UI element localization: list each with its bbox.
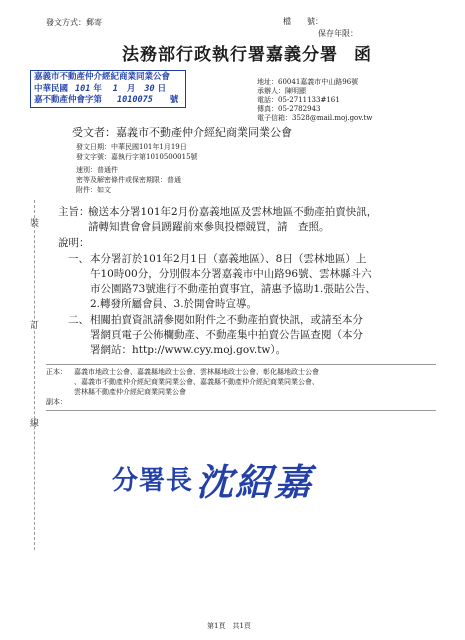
received-stamp — [30, 70, 186, 108]
issue-number: 發文字號：嘉執行字第1010500015號 — [76, 153, 198, 161]
item1-line-3: 市公園路73號進行不動產拍賣事宜，請惠予協助1.張貼公告、 — [90, 283, 376, 295]
stamp-number: 1010075 — [116, 95, 153, 105]
stamp-month-unit: 月 — [126, 84, 136, 94]
cc-bottom-rule — [46, 410, 436, 411]
issue-date: 發文日期：中華民國101年1月19日 — [76, 143, 187, 151]
explanation-label: 說明： — [58, 237, 90, 249]
sender-email: 電子信箱：3528@mail.moj.gov.tw — [257, 114, 373, 122]
cc-primary-line-2: 、嘉義市不動產仲介經紀商業同業公會、嘉義縣不動產仲介經紀商業同業公會、 — [74, 378, 319, 386]
item1-line-2: 午10時00分，分別假本分署嘉義市中山路96號、雲林縣斗六 — [90, 268, 372, 280]
cc-primary-line-3: 雲林縣不動產仲介經紀商業同業公會 — [74, 388, 186, 396]
sender-fax: 傳真：05-2782943 — [257, 105, 321, 113]
stamp-day-unit: 日 — [157, 84, 167, 94]
speed-class: 速別：普通件 — [76, 166, 118, 174]
item2-line-1: 相關拍賣資訊請參閱如附件之不動產拍賣快訊，或請至本分 — [90, 314, 363, 326]
margin-label-line: 線 — [30, 419, 40, 429]
item1-line-1: 本分署訂於101年2月1日（嘉義地區）、8日（雲林地區）上 — [90, 253, 367, 265]
signature-stamp — [112, 452, 332, 504]
stamp-line-3 — [34, 95, 178, 106]
stamp-year-unit: 年 — [93, 84, 102, 94]
document-title — [122, 40, 372, 65]
title-doc-type: 函 — [354, 45, 372, 65]
cc-primary-line-1: 嘉義市地政士公會、嘉義縣地政士公會、雲林縣地政士公會、彰化縣地政士公會 — [74, 368, 319, 376]
cc-primary-label: 正本： — [46, 368, 67, 376]
title-org: 法務部行政執行署嘉義分署 — [122, 45, 338, 65]
stamp-number-suffix: 號 — [169, 95, 179, 105]
send-method: 發文方式：郵寄 — [46, 18, 102, 27]
stamp-year: 101 — [74, 84, 91, 94]
stamp-month: 1 — [112, 84, 118, 94]
subject-line-1: 檢送本分署101年2月份嘉義地區及雲林地區不動產拍賣快訊， — [88, 206, 378, 218]
item1-number: 一、 — [68, 253, 89, 265]
stamp-line-1: 嘉義市不動產仲介經紀商業同業公會 — [34, 72, 171, 82]
signature-title: 分署長 — [112, 466, 194, 496]
stamp-line-2 — [34, 84, 166, 95]
sender-phone: 電話：05-2711133#161 — [257, 96, 340, 104]
item2-line-3: 署網站：http://www.cyy.moj.gov.tw）。 — [90, 344, 287, 356]
sender-address: 地址：60041嘉義市中山路96號 — [257, 78, 359, 86]
item2-line-2: 署網頁電子公佈欄動產、不動產集中拍賣公告區查閱（本分 — [90, 329, 363, 341]
margin-label-staple: 裝 — [30, 219, 40, 229]
signature-name: 沈紹嘉 — [196, 461, 313, 504]
subject-label: 主旨： — [58, 206, 90, 218]
cc-copy-label: 副本： — [46, 398, 67, 406]
subject-line-2: 請轉知貴會會員踴躍前來參與投標競買，請 查照。 — [88, 221, 330, 233]
stamp-number-prefix: 嘉不動產仲會字第 — [34, 95, 103, 105]
stamp-date-prefix: 中華民國 — [34, 84, 69, 94]
attachment: 附件：如文 — [76, 186, 111, 194]
sender-contact: 承辦人：陳明顯 — [257, 87, 306, 95]
file-number-label: 檔 號： — [283, 17, 323, 26]
item2-number: 二、 — [68, 314, 89, 326]
retention-label: 保存年限： — [318, 29, 358, 38]
cc-top-rule — [46, 364, 436, 365]
margin-label-bind: 訂 — [30, 321, 40, 331]
recipient: 受文者：嘉義市不動產仲介經紀商業同業公會 — [72, 126, 292, 139]
page-indicator: 第1頁 共1頁 — [207, 622, 251, 630]
stamp-day: 30 — [144, 84, 155, 94]
classification: 密等及解密條件或保密期限：普通 — [76, 176, 181, 184]
item1-line-4: 2.轉發所屬會員、3.於開會時宣導。 — [90, 298, 258, 310]
binding-line — [34, 200, 36, 550]
